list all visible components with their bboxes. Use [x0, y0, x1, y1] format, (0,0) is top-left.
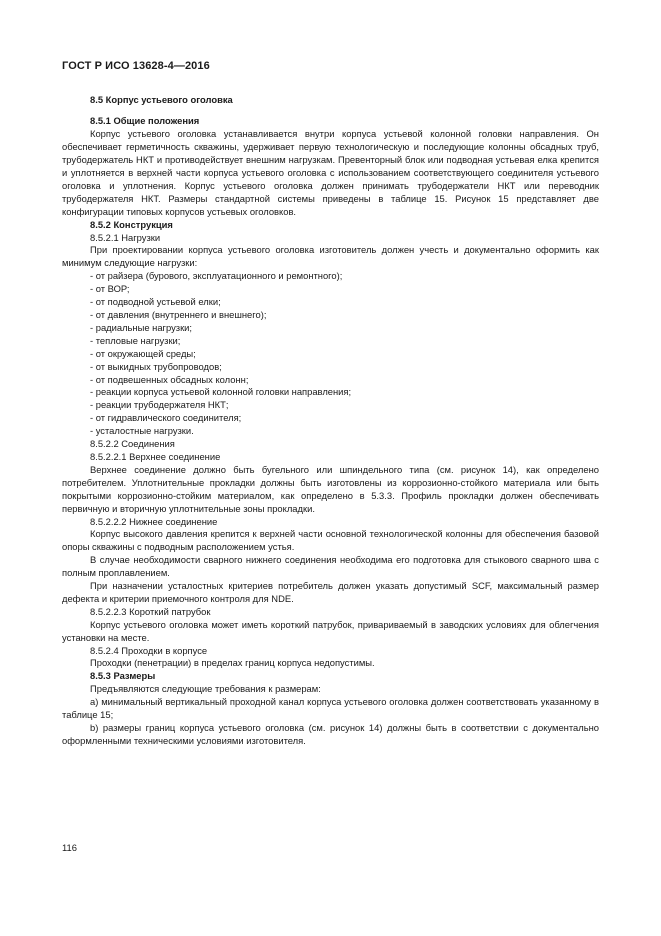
paragraph: При назначении усталостных критериев потребитель должен указать допустимый SCF, максимальный размер дефекта и критерии приемочного контроля для NDE.: [62, 580, 599, 604]
subsection-heading: 8.5.2.1 Нагрузки: [90, 231, 161, 243]
page-number: 116: [62, 842, 77, 853]
paragraph: Корпус устьевого оголовка может иметь короткий патрубок, привариваемый в заводских условиях для облегчения установки на месте.: [62, 618, 599, 643]
list-item: - реакции корпуса устьевой колонной головки направления;: [90, 386, 352, 398]
subsection-heading: 8.5.2.4 Проходки в корпусе: [90, 644, 208, 656]
list-item: - от подводной устьевой елки;: [90, 296, 221, 308]
section-heading-8-5: 8.5 Корпус устьевого оголовка: [90, 94, 233, 105]
document-body: [62, 94, 599, 748]
list-item: - от гидравлического соединителя;: [90, 412, 242, 424]
subsection-heading: 8.5.2.2.2 Нижнее соединение: [90, 515, 218, 527]
subsection-heading: 8.5.2.2 Соединения: [90, 438, 175, 450]
subsection-heading: 8.5.2.2.3 Короткий патрубок: [90, 605, 211, 617]
paragraph: В случае необходимости сварного нижнего соединения необходима его подготовка для стыкового сварного шва с полным проплавлением.: [62, 554, 599, 579]
list-item: - от выкидных трубопроводов;: [90, 360, 222, 372]
paragraph: Проходки (пенетрации) в пределах границ корпуса недопустимы.: [90, 657, 375, 669]
paragraph: Корпус устьевого оголовка устанавливается внутри корпуса устьевой колонной головки направления. Он обеспечивает герметичность скважины, удерживает первую технологическую и последующие колонны обсадных труб, трубодержатель НКТ и противодействует внешним нагрузкам. Превенторный блок или подводная устьевая елка крепится и уплотняется в верхней части корпуса устьевого оголовка с использованием соответствующего соединителя устьевого оголовка и уплотнения. Корпус устьевого оголовка должен принимать трубодержатели НКТ или переводник трубодержателя НКТ. Размеры стандартной системы приведены в таблице 15. Рисунок 15 представляет две конфигурации типовых корпусов устьевых оголовков.: [62, 128, 599, 217]
paragraph: b) размеры границ корпуса устьевого оголовка (см. рисунок 14) должны быть в соответствии с документально оформленными техническими условиями изготовителя.: [62, 722, 599, 746]
paragraph: Предъявляются следующие требования к размерам:: [90, 683, 321, 695]
list-item: - усталостные нагрузки.: [90, 425, 194, 437]
paragraph: a) минимальный вертикальный проходной канал корпуса устьевого оголовка должен соответствовать указанному в таблице 15;: [62, 696, 599, 721]
list-item: - от давления (внутреннего и внешнего);: [90, 309, 267, 320]
list-item: - радиальные нагрузки;: [90, 321, 193, 333]
list-item: - от подвешенных обсадных колонн;: [90, 373, 249, 385]
list-item: - от райзера (бурового, эксплуатационного и ремонтного);: [90, 270, 343, 282]
section-heading-8-5-2: 8.5.2 Конструкция: [90, 218, 173, 230]
section-heading-8-5-3: 8.5.3 Размеры: [90, 670, 156, 682]
paragraph: Корпус высокого давления крепится к верхней части основной технологической колонны для обеспечения базовой опоры скважины с подводным расположением устья.: [62, 528, 599, 553]
paragraph: При проектировании корпуса устьевого оголовка изготовитель должен учесть и документально оформить как минимум следующие нагрузки:: [62, 244, 599, 269]
subsection-heading: 8.5.2.2.1 Верхнее соединение: [90, 450, 221, 462]
section-heading-8-5-1: 8.5.1 Общие положения: [90, 115, 200, 127]
paragraph: Верхнее соединение должно быть бугельного или шпиндельного типа (см. рисунок 14), как определено потребителем. Уплотнительные прокладки должны быть изготовлены из коррозионно-стойкого материала или быть покрытыми коррозионно-стойким материалом, как определено в 5.3.3. Профиль прокладки должен обеспечивать первичную и вторичную уплотнительные зоны прокладки.: [62, 463, 599, 514]
list-item: - реакции трубодержателя НКТ;: [90, 399, 229, 411]
list-item: - тепловые нагрузки;: [90, 334, 181, 346]
list-item: - от окружающей среды;: [90, 347, 196, 359]
document-header: ГОСТ Р ИСО 13628-4—2016: [62, 60, 210, 72]
list-item: - от ВОР;: [90, 283, 130, 295]
